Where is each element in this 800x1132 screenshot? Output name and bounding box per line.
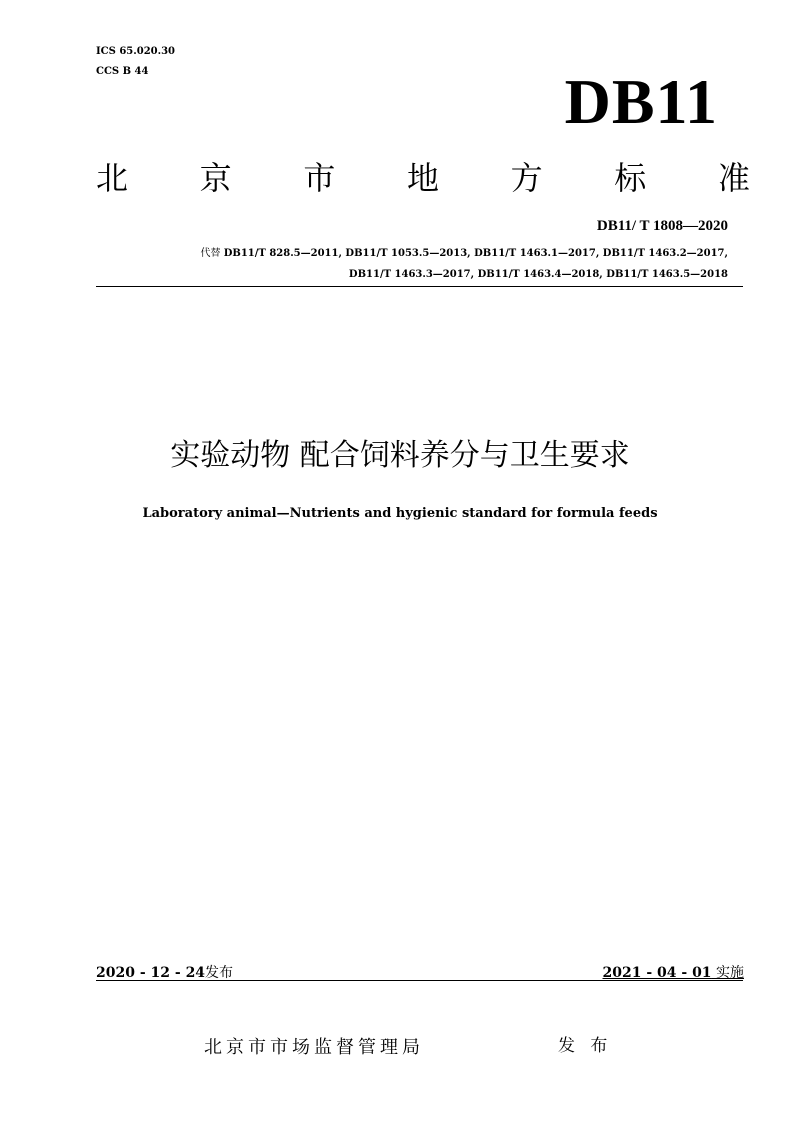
- document-title-english: Laboratory animal—Nutrients and hygienic standard for formula feeds: [142, 506, 658, 521]
- banner-char: 京: [199, 159, 232, 197]
- date-divider: [96, 980, 743, 981]
- publish-label: 发 布: [558, 1036, 613, 1056]
- banner-char: 标: [614, 159, 647, 197]
- issue-date-row: [96, 962, 233, 982]
- ics-code: ICS 65.020.30: [96, 46, 176, 57]
- banner-char: 准: [717, 159, 750, 197]
- banner-char: 市: [303, 159, 336, 197]
- standard-banner: [96, 154, 750, 198]
- issue-date: 2020 - 12 - 24: [96, 965, 206, 981]
- classification-codes: [96, 42, 175, 82]
- banner-char: 地: [406, 159, 439, 197]
- effective-date-row: [603, 962, 745, 982]
- banner-char: 方: [510, 159, 543, 197]
- publisher-name: 北京市市场监督管理局: [204, 1037, 424, 1058]
- replaces-line-1: [88, 243, 728, 264]
- banner-char: 北: [96, 159, 129, 197]
- effective-label: 实施: [716, 965, 744, 981]
- effective-date: 2021 - 04 - 01: [602, 965, 712, 981]
- replaces-block: [88, 243, 728, 285]
- header-divider: [96, 286, 743, 287]
- standard-logo: DB11: [564, 66, 718, 137]
- replaces-label: 代替: [200, 248, 221, 259]
- standard-number: DB11/ T 1808—2020: [596, 218, 728, 234]
- replaces-codes-1: DB11/T 828.5—2011, DB11/T 1053.5—2013, DB11/T 1463.1—2017, DB11/T 1463.2—2017,: [223, 248, 728, 259]
- document-title-chinese: 实验动物 配合饲料养分与卫生要求: [170, 438, 630, 473]
- issue-label: 发布: [205, 965, 234, 981]
- replaces-codes-2: DB11/T 1463.3—2017, DB11/T 1463.4—2018, DB11/T 1463.5—2018: [348, 269, 728, 280]
- ccs-code: CCS B 44: [96, 66, 149, 77]
